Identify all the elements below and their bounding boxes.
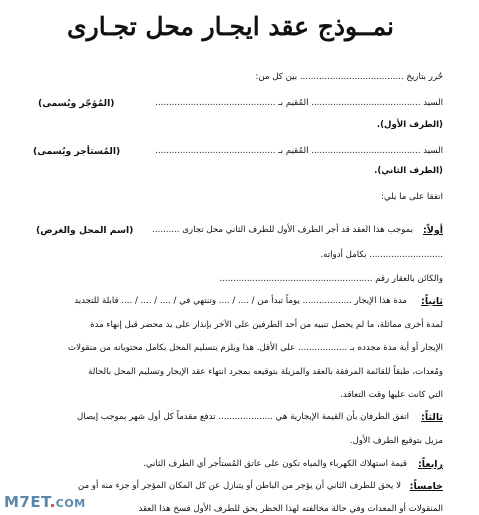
first-party-label: (الطرف الأول). (376, 120, 443, 130)
clause-1-heading: أولاً: (422, 225, 443, 236)
contract-date-line: حُرر بتاريخ ...................................... بين كل من: (255, 72, 443, 82)
clause-4-text: قيمة استهلاك الكهرباء والمياه تكون على عاتق المُستأجر أي الطرف الثاني. (143, 459, 407, 469)
second-party-label: (الطرف الثاني). (374, 166, 443, 176)
clause-2-line-2: لمدة أخرى مماثلة، ما لم يحصل تنبيه من أحد الطرفين على الآخر بإنذار على يد محضر قبل إنهاء مدة (90, 320, 443, 330)
clause-1-equipment: ........................... بكامل أدواته. (320, 250, 443, 260)
watermark-dot: . (49, 493, 56, 511)
clause-2-line-4: ومُعدات، طبقاً للقائمة المرفقة بالعقد والمزيلة بتوقيعه بمجرد انتهاء عقد الإيجار وتسليم المحل بالحالة (88, 367, 443, 377)
clause-2-line-3: الإيجار أو أية مدة مجدده بـ .................. على الأقل. هذا ويلزم بتسليم المحل بكامل محتوياته من منقولات (68, 343, 443, 353)
clause-3-line-1: اتفق الطرفان بأن القيمة الإيجارية هي .................... تدفع مقدماً كل أول شهر بموجب إيصال (76, 412, 409, 422)
clause-2-line-1: مدة هذا الإيجار .................. يوماً تبدأ من / .... / .... وتنتهي في / .... / .... / .... قابلة للتجديد (74, 296, 407, 306)
lessor-role: (المُؤجّر ويُسمى) (38, 98, 115, 109)
clause-5-line-1: لا يحق للطرف الثاني أن يؤجر من الباطن أو يتنازل عن كل المكان المؤجر أو جزء منه أو من (77, 481, 401, 491)
clause-1-text: بموجب هذا العقد قد أجر الطرف الأول للطرف الثاني محل تجارى .......... (152, 225, 413, 235)
clause-3-line-2: مزيل بتوقيع الطرف الأول. (349, 436, 443, 446)
clause-5-line-2: المنقولات أو المعدات وفي حالة مخالفته لهذا الحظر يحق للطرف الأول فسخ هذا العقد (138, 504, 443, 514)
clause-1-property: والكائن بالعقار رقم ........................................................ (219, 274, 443, 284)
clause-3-heading: ثالثاً: (421, 412, 443, 423)
clause-4-heading: رابعاً: (417, 459, 443, 470)
shop-name-purpose: (اسم المحل والغرض) (36, 225, 134, 236)
site-watermark-logo (4, 492, 88, 512)
document-title: نمــوذج عقد ايجـار محل تجـارى (67, 12, 394, 41)
watermark-main: M7ET (4, 493, 50, 511)
clause-5-heading: خامساً: (409, 481, 443, 492)
lessor-line: السيد ........................................ المُقيم بـ ............................................ (155, 98, 443, 108)
agreement-intro: اتفقا على ما يلي: (381, 192, 443, 202)
watermark-tld: COM (55, 497, 86, 510)
lessee-role: (المُستأجر ويُسمى) (33, 146, 121, 157)
clause-2-line-5: التي كانت عليها وقت التعاقد. (340, 390, 443, 400)
clause-2-heading: ثانياً: (421, 296, 443, 307)
lessee-line: السيد ........................................ المُقيم بـ ............................................ (155, 146, 443, 156)
